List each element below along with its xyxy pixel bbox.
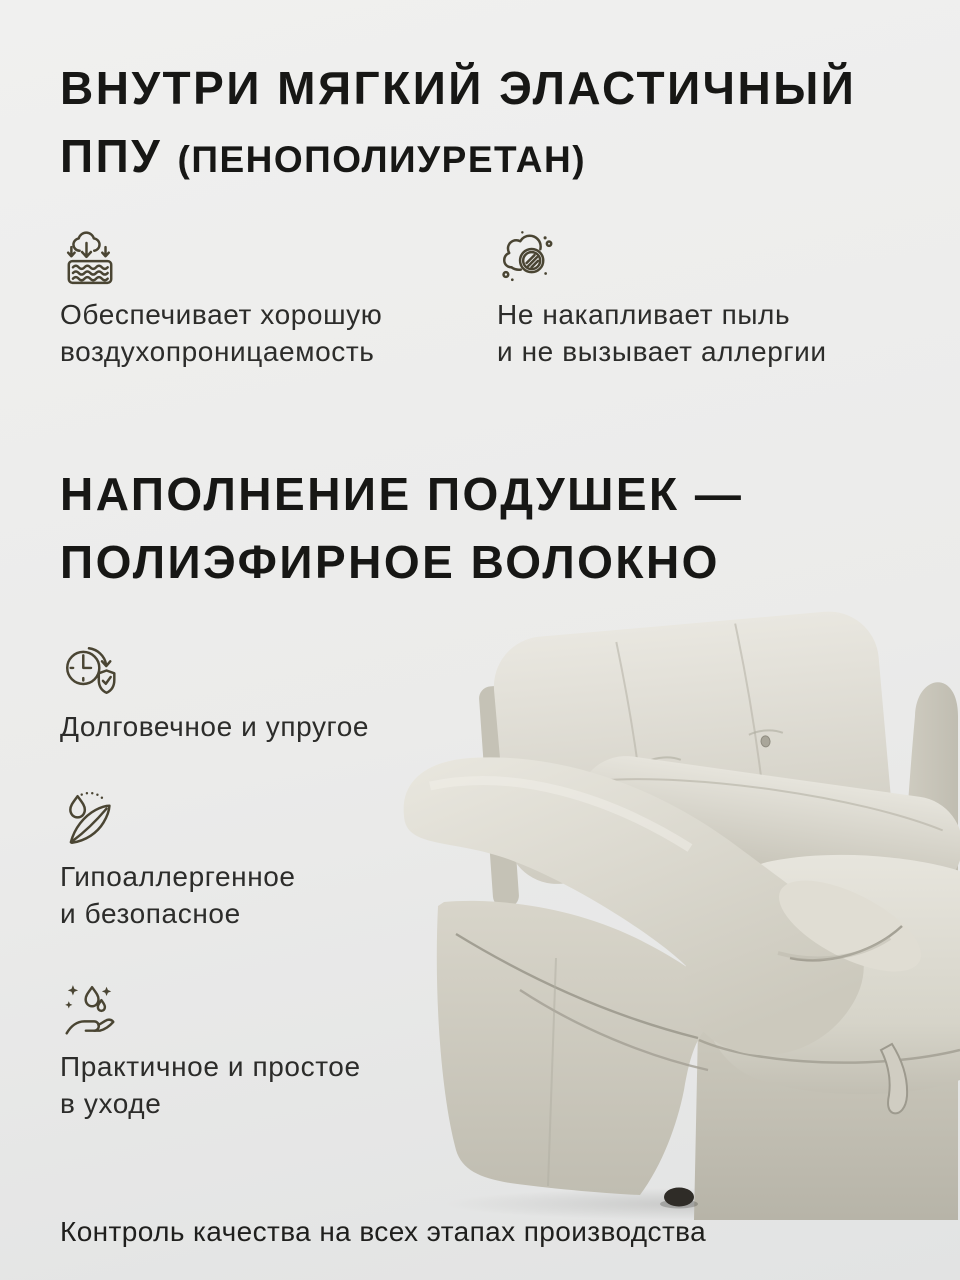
feature-breathability-line2: воздухопроницаемость [60,336,375,367]
section-foam-title [60,54,856,194]
feature-breathability [60,228,497,370]
feature-no-dust [497,228,827,370]
feature-durable [60,640,369,745]
tuft-button [761,736,771,748]
feature-hypoallergenic-text [60,858,296,932]
feature-easy-care [60,980,361,1122]
durable-clock-shield-icon [60,640,120,700]
feature-no-dust-line2: и не вызывает аллергии [497,336,827,367]
easy-care-hand-drop-icon [60,980,120,1040]
section-pillow-title-line1: НАПОЛНЕНИЕ ПОДУШЕК — [60,468,744,520]
footer-quality-text: Контроль качества на всех этапах производства [60,1216,707,1247]
feature-no-dust-line1: Не накапливает пыль [497,299,791,330]
section-foam-title-note: (ПЕНОПОЛИУРЕТАН) [177,139,587,180]
armchair-photo [398,608,960,1222]
feature-durable-line1: Долговечное и упругое [60,711,370,742]
section-pillow-title [60,460,743,596]
feature-breathability-text [60,296,497,370]
feature-durable-text [60,708,369,745]
feature-easy-care-text [60,1048,361,1122]
feature-breathability-line1: Обеспечивает хорошую [60,299,383,330]
feature-hypoallergenic-line1: Гипоаллергенное [60,861,296,892]
section-foam-title-line2: ППУ [60,130,163,182]
feature-easy-care-line1: Практичное и простое [60,1051,361,1082]
feature-no-dust-text [497,296,827,370]
foam-features-row [60,228,827,370]
section-foam-title-line1: ВНУТРИ МЯГКИЙ ЭЛАСТИЧНЫЙ [60,62,857,114]
no-dust-allergy-icon [497,228,557,288]
section-pillow-title-line2: ПОЛИЭФИРНОЕ ВОЛОКНО [60,536,720,588]
feature-easy-care-line2: в уходе [60,1088,162,1119]
feature-hypoallergenic-line2: и безопасное [60,898,241,929]
feature-hypoallergenic [60,790,296,932]
hypoallergenic-drop-feather-icon [60,790,120,850]
breathability-icon [60,228,120,288]
chair-foot [664,1188,694,1207]
